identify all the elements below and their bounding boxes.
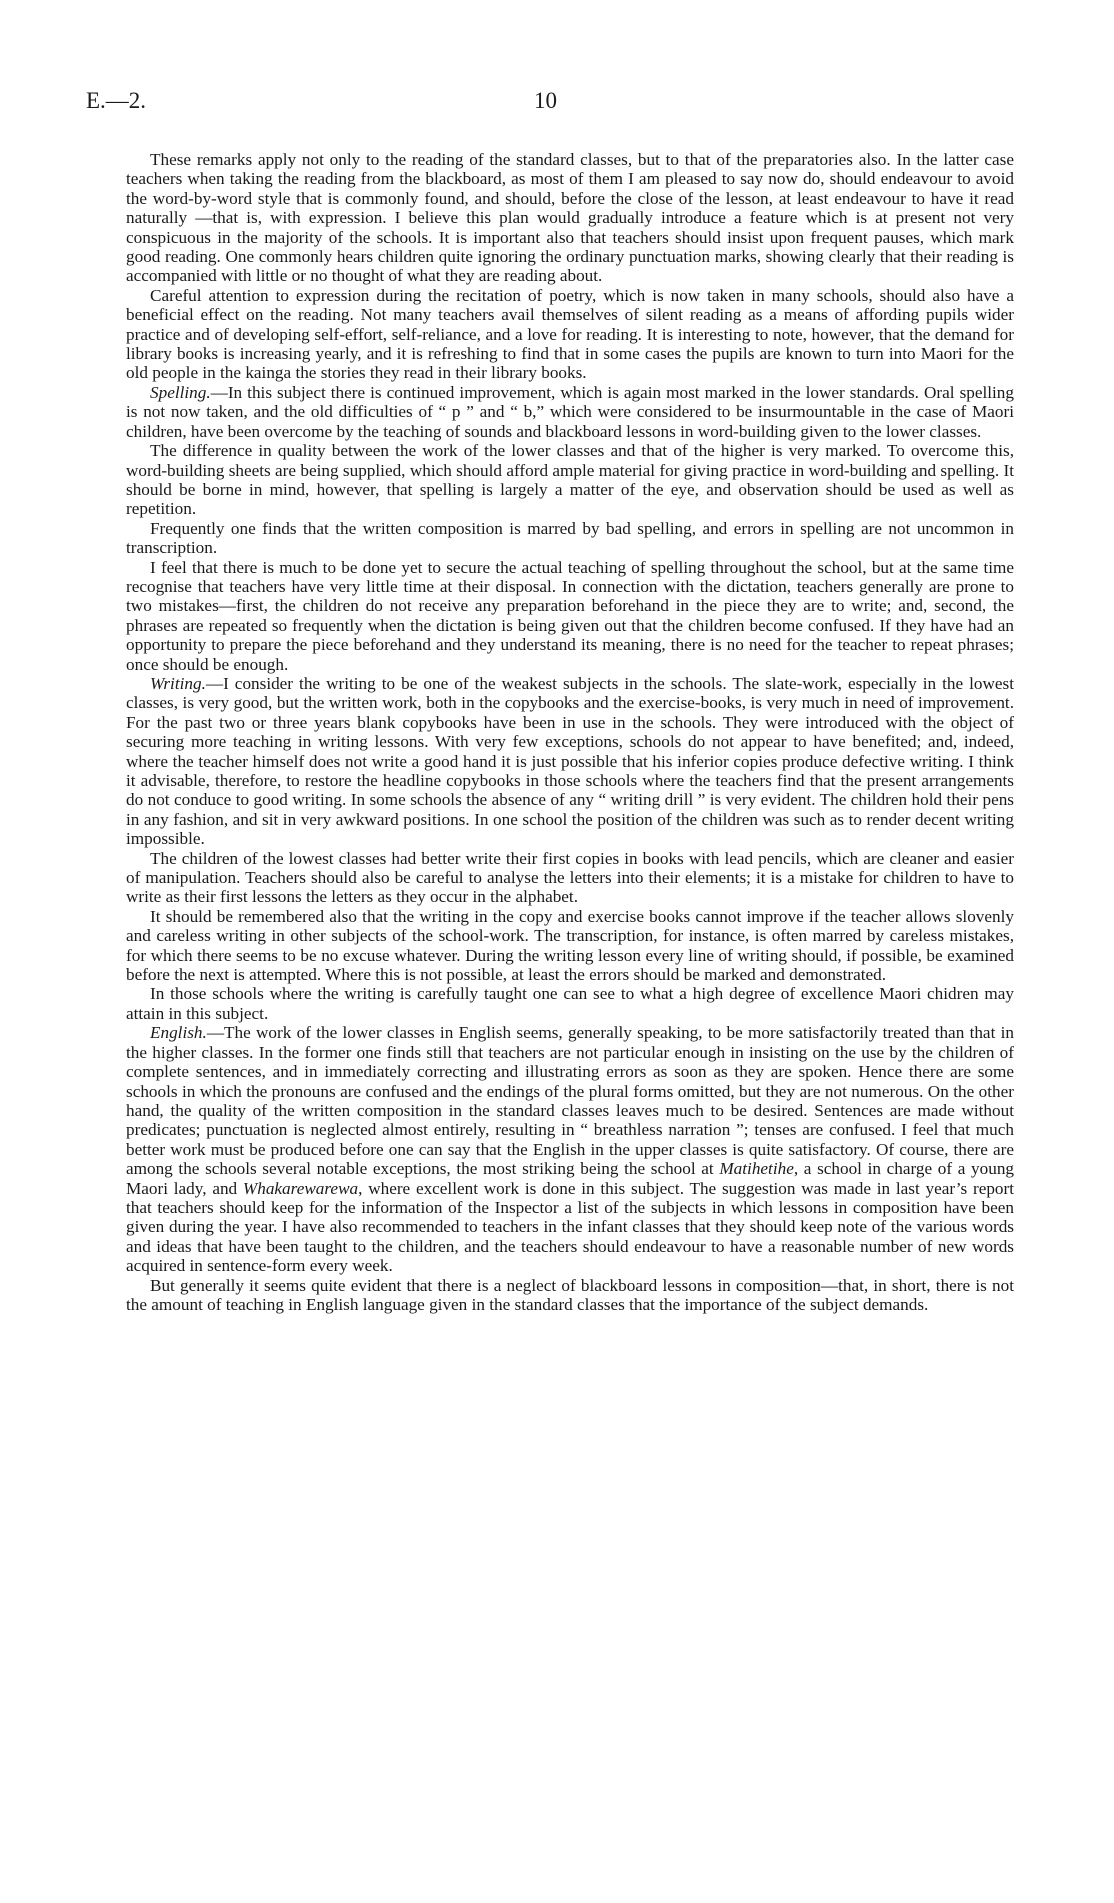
paragraph-spelling-difference: The difference in quality between the work of the lower classes and that of the higher is very marked. To overcome this, word-building sheets are being supplied, which should afford ample material for giving practice in word-building and spelling. It should be borne in mind, however, that spelling is largely a matter of the eye, and observation should be used as well as repetition. [126, 441, 1014, 519]
paragraph-careful-writing: In those schools where the writing is carefully taught one can see to what a high degree of excellence Maori chidren may attain in this subject. [126, 984, 1014, 1023]
page-reference: E.—2. [86, 88, 147, 113]
page-header [86, 88, 976, 128]
section-heading-writing: Writing. [150, 673, 206, 693]
paragraph-dictation: I feel that there is much to be done yet to secure the actual teaching of spelling throughout the school, but at the same time recognise that teachers have very little time at their disposal. In connection with the dictation, teachers generally are prone to two mistakes—first, the children do not receive any preparation beforehand in the piece they are to write; and, second, the phrases are repeated so frequently when the dictation is being given out that the children become confused. If they have had an opportunity to prepare the piece beforehand and they understand its meaning, there is no need for the teacher to repeat phrases; once should be enough. [126, 557, 1014, 674]
paragraph-blackboard-lessons: But generally it seems quite evident that there is a neglect of blackboard lessons in composition—that, in short, there is not the amount of teaching in English language given in the standard classes that the importance of the subject demands. [126, 1275, 1014, 1314]
paragraph-reading-preparatories: These remarks apply not only to the reading of the standard classes, but to that of the preparatories also. In the latter case teachers when taking the reading from the blackboard, as most of them I am pleased to say now do, should endeavour to avoid the word-by-word style that is commonly found, and should, before the close of the lesson, at least endeavour to have it read naturally —that is, with expression. I believe this plan would gradually introduce a feature which is at present not very conspicuous in the majority of the schools. It is important also that teachers should insist upon frequent pauses, which mark good reading. One commonly hears children quite ignoring the ordinary punctuation marks, showing clearly that their reading is accompanied with little or no thought of what they are reading about. [126, 150, 1014, 286]
paragraph-copy-exercise-books: It should be remembered also that the writing in the copy and exercise books cannot improve if the teacher allows slovenly and careless writing in other subjects of the school-work. The transcription, for instance, is often marred by careless mistakes, for which there seems to be no excuse whatever. During the writing lesson every line of writing should, if possible, be examined before the next is attempted. Where this is not possible, at least the errors should be marked and demonstrated. [126, 906, 1014, 985]
school-name-matihetihe: Matihetihe [719, 1159, 794, 1179]
paragraph-poetry-expression: Careful attention to expression during the recitation of poetry, which is now taken in many schools, should also have a beneficial effect on the reading. Not many teachers avail themselves of silent reading as a means of affording pupils wider practice and of developing self-effort, self-reliance, and a love for reading. It is interesting to note, however, that the demand for library books is increasing yearly, and it is refreshing to find that in some cases the pupils are known to turn into Maori for the old people in the kainga the stories they read in their library books. [126, 285, 1014, 383]
paragraph-spelling-composition: Frequently one finds that the written composition is marred by bad spelling, and errors in spelling are not uncommon in transcription. [126, 518, 1014, 558]
section-heading-spelling: Spelling. [150, 382, 211, 402]
section-heading-english: English. [150, 1023, 207, 1043]
paragraph-spelling: Spelling.—In this subject there is continued improvement, which is again most marked in the lower standards. Oral spelling is not now taken, and the old difficulties of “ p ” and “ b,” which were considered to be insurmountable in the case of Maori children, have been overcome by the teaching of sounds and blackboard lessons in word-building given to the lower classes. [126, 382, 1014, 441]
paragraph-writing: Writing.—I consider the writing to be one of the weakest subjects in the schools. The slate-work, especially in the lowest classes, is very good, but the written work, both in the copybooks and the exercise-books, is very much in need of improvement. For the past two or three years blank copybooks have been in use in the schools. They were introduced with the object of securing more teaching in writing lessons. With very few exceptions, schools do not appear to have benefited; and, indeed, where the teacher himself does not write a good hand it is just possible that his inferior copies produce defective writing. I think it advisable, therefore, to restore the headline copybooks in those schools where the teachers find that the present arrangements do not conduce to good writing. In some schools the absence of any “ writing drill ” is very evident. The children hold their pens in any fashion, and sit in very awkward positions. In one school the position of the children was such as to render decent writing impossible. [126, 673, 1014, 849]
paragraph-english: English.—The work of the lower classes in English seems, generally speaking, to be more satisfactorily treated than that in the higher classes. In the former one finds still that teachers are not particular enough in insisting on the use by the children of complete sentences, and in immediately correcting and illustrating errors as soon as they are spoken. Hence there are some schools in which the pronouns are confused and the endings of the plural forms omitted, but they are not numerous. On the other hand, the quality of the written composition in the standard classes leaves much to be desired. Sentences are made without predicates; punctuation is neglected almost entirely, resulting in “ breathless narration ”; tenses are confused. I feel that much better work must be produced before one can say that the English in the upper classes is quite satisfactory. Of course, there are among the schools several notable exceptions, the most striking being the school at Matihetihe, a school in charge of a young Maori lady, and Whakarewarewa, where excellent work is done in this subject. The suggestion was made in last year’s report that teachers should keep for the information of the Inspector a list of the subjects in which lessons in composition have been given during the year. I have also recommended to teachers in the infant classes that they should keep note of the various words and ideas that have been taught to the children, and the teachers should endeavour to have a reasonable number of new words acquired in sentence-form every week. [126, 1023, 1015, 1276]
page-number: 10 [534, 88, 557, 113]
paragraph-lead-pencils: The children of the lowest classes had better write their first copies in books with lead pencils, which are cleaner and easier of manipulation. Teachers should also be careful to analyse the letters into their elements; it is a mistake for children to have to write as their first lessons the letters as they occur in the alphabet. [126, 848, 1014, 907]
body-text [126, 150, 1014, 1314]
school-name-whakarewarewa: Whakarewarewa [242, 1178, 359, 1198]
